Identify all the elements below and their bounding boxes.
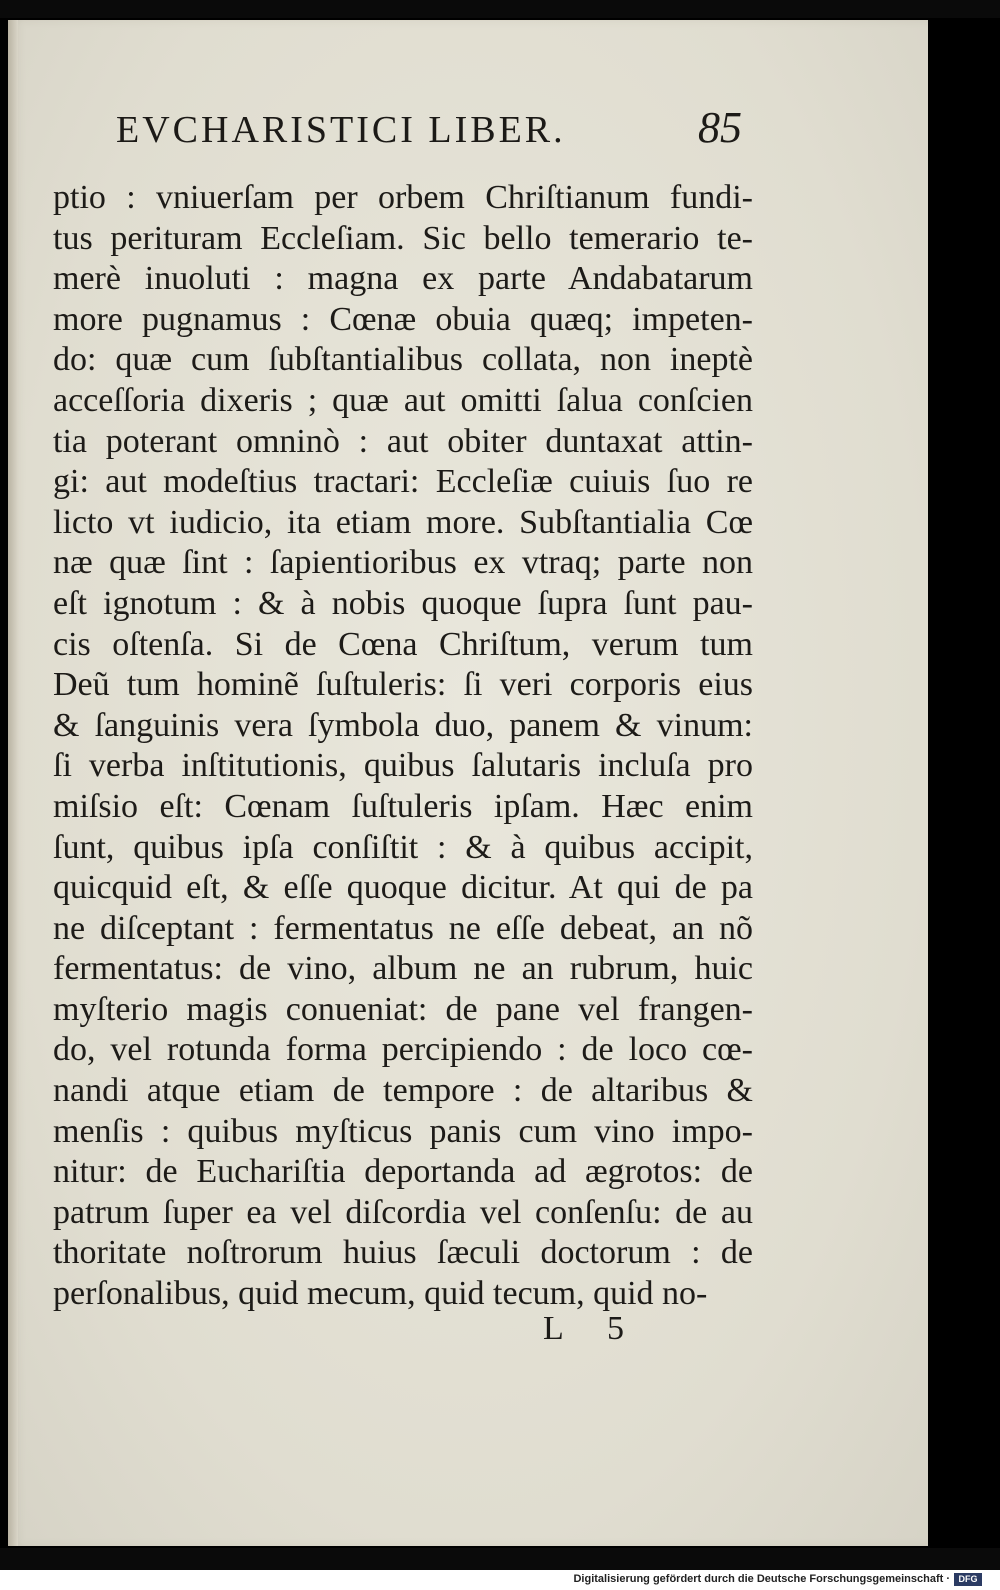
text-line: tus perituram Eccleſiam. Sic bello temerario te- (53, 219, 753, 257)
text-line: gi: aut modeſtius tractari: Eccleſiæ cuiuis ſuo re (53, 463, 753, 501)
text-line: licto vt iudicio, ita etiam more. Subſtantialia Cœ (53, 503, 753, 541)
text-line: menſis : quibus myſticus panis cum vino impo- (53, 1112, 753, 1150)
text-line: tia poterant omninò : aut obiter duntaxat attin- (53, 422, 753, 460)
text-line: miſsio eſt: Cœnam ſuſtuleris ipſam. Hæc enim (53, 787, 753, 825)
text-line: thoritate noſtrorum huius ſæculi doctorum : de (53, 1234, 753, 1272)
text-line: do, vel rotunda forma percipiendo : de loco cœ- (53, 1031, 753, 1069)
digitization-credit: Digitalisierung gefördert durch die Deutsche Forschungsgemeinschaft · (573, 1573, 950, 1585)
text-line: nandi atque etiam de tempore : de altaribus & (53, 1072, 753, 1110)
text-line: fermentatus: de vino, album ne an rubrum, huic (53, 950, 753, 988)
text-line: ptio : vniuerſam per orbem Chriſtianum fundi- (53, 179, 753, 216)
book-page (8, 20, 928, 1546)
text-line: & ſanguinis vera ſymbola duo, panem & vinum: (53, 706, 753, 744)
text-line: nitur: de Euchariſtia deportanda ad ægrotos: de (53, 1153, 753, 1191)
scan-border-top (0, 0, 1000, 18)
text-line: Deũ tum hominẽ ſuſtuleris: ſi veri corporis eius (53, 666, 753, 704)
text-line: quicquid eſt, & eſſe quoque dicitur. At qui de pa (53, 869, 753, 907)
text-line: do: quæ cum ſubſtantialibus collata, non ineptè (53, 341, 753, 379)
text-line: næ quæ ſint : ſapientioribus ex vtraq; parte non (53, 544, 753, 582)
scan-border-bottom (0, 1548, 1000, 1570)
text-line: cis oſtenſa. Si de Cœna Chriſtum, verum tum (53, 625, 753, 663)
text-line: perſonalibus, quid mecum, quid tecum, quid no- (53, 1275, 708, 1313)
text-line: ſunt, quibus ipſa conſiſtit : & à quibus accipit, (53, 828, 753, 866)
text-line: acceſſoria dixeris ; quæ aut omitti ſalua conſcien (53, 381, 753, 419)
text-line: myſterio magis conueniat: de pane vel frangen- (53, 990, 753, 1028)
text-line: eſt ignotum : & à nobis quoque ſupra ſunt pau- (53, 584, 753, 622)
text-line: patrum ſuper ea vel diſcordia vel conſenſu: de au (53, 1193, 753, 1231)
text-line: ſi verba inſtitutionis, quibus ſalutaris incluſa pro (53, 747, 753, 785)
text-line: ne diſceptant : fermentatus ne eſſe debeat, an nõ (53, 909, 753, 947)
body-text (53, 178, 753, 1315)
dfg-logo: DFG (954, 1573, 982, 1586)
page-number: 85 (698, 103, 742, 152)
running-head: EVCHARISTICI LIBER. (116, 109, 566, 151)
text-line: merè inuoluti : magna ex parte Andabatarum (53, 260, 753, 298)
signature-mark: L 5 (543, 1310, 643, 1347)
page-gutter-shadow (8, 20, 18, 1546)
text-line: more pugnamus : Cœnæ obuia quæq; impeten- (53, 300, 753, 338)
